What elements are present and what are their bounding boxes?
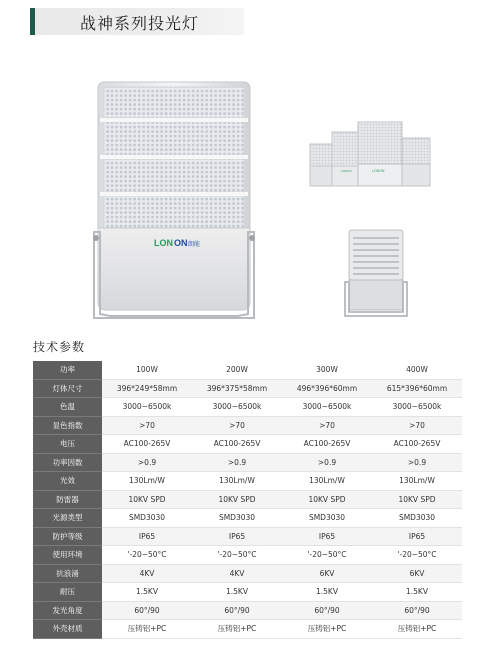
spec-value: 3000~6500k (372, 398, 462, 417)
spec-value: 1.5KV (192, 583, 282, 602)
floodlight-family-image (306, 120, 432, 198)
title-bar (30, 8, 244, 35)
spec-value: 400W (372, 361, 462, 379)
spec-label: 显色指数 (33, 416, 102, 435)
spec-value: >0.9 (372, 453, 462, 472)
spec-value: >70 (372, 416, 462, 435)
spec-row (33, 620, 462, 639)
svg-text:LON: LON (154, 238, 173, 248)
svg-text:朗能: 朗能 (188, 241, 201, 248)
spec-value: IP65 (372, 527, 462, 546)
spec-value: 100W (102, 361, 192, 379)
spec-row (33, 527, 462, 546)
spec-value: 130Lm/W (372, 472, 462, 491)
spec-label: 防雷器 (33, 490, 102, 509)
spec-value: 396*375*58mm (192, 379, 282, 398)
spec-value: 4KV (192, 564, 282, 583)
spec-value: 130Lm/W (102, 472, 192, 491)
spec-value: 10KV SPD (372, 490, 462, 509)
spec-value: SMD3030 (192, 509, 282, 528)
spec-label: 耐压 (33, 583, 102, 602)
spec-value: 130Lm/W (192, 472, 282, 491)
spec-value: 3000~6500k (102, 398, 192, 417)
spec-value: '-20~50°C (102, 546, 192, 565)
spec-value: >0.9 (282, 453, 372, 472)
spec-value: 396*249*58mm (102, 379, 192, 398)
spec-value: SMD3030 (372, 509, 462, 528)
spec-row (33, 509, 462, 528)
spec-value: 10KV SPD (282, 490, 372, 509)
svg-text:ON: ON (174, 238, 188, 248)
svg-text:LONON: LONON (372, 169, 385, 173)
floodlight-main-image (92, 80, 262, 324)
spec-value: 300W (282, 361, 372, 379)
spec-value: 6KV (282, 564, 372, 583)
spec-value: 1.5KV (282, 583, 372, 602)
spec-label: 电压 (33, 435, 102, 454)
spec-value: >70 (282, 416, 372, 435)
spec-value: 压铸铝+PC (102, 620, 192, 639)
spec-row (33, 546, 462, 565)
spec-value: 10KV SPD (192, 490, 282, 509)
spec-value: IP65 (192, 527, 282, 546)
spec-label: 色温 (33, 398, 102, 417)
spec-value: 4KV (102, 564, 192, 583)
spec-value: '-20~50°C (372, 546, 462, 565)
svg-text:LONON: LONON (341, 169, 352, 173)
spec-label: 使用环境 (33, 546, 102, 565)
spec-value: 1.5KV (102, 583, 192, 602)
spec-label: 光效 (33, 472, 102, 491)
spec-value: >0.9 (102, 453, 192, 472)
spec-value: >70 (192, 416, 282, 435)
spec-row (33, 435, 462, 454)
spec-value: '-20~50°C (192, 546, 282, 565)
spec-value: 10KV SPD (102, 490, 192, 509)
spec-value: 60°/90 (192, 601, 282, 620)
spec-value: 200W (192, 361, 282, 379)
spec-value: >0.9 (192, 453, 282, 472)
spec-value: AC100-265V (372, 435, 462, 454)
spec-value: 3000~6500k (192, 398, 282, 417)
spec-value: 60°/90 (282, 601, 372, 620)
spec-value: SMD3030 (282, 509, 372, 528)
spec-table (33, 361, 462, 639)
spec-value: SMD3030 (102, 509, 192, 528)
spec-value: 压铸铝+PC (282, 620, 372, 639)
spec-value: IP65 (282, 527, 372, 546)
spec-row (33, 583, 462, 602)
spec-row (33, 564, 462, 583)
spec-value: 130Lm/W (282, 472, 372, 491)
spec-row (33, 601, 462, 620)
spec-value: IP65 (102, 527, 192, 546)
spec-value: '-20~50°C (282, 546, 372, 565)
floodlight-back-image (343, 226, 409, 322)
spec-value: 压铸铝+PC (192, 620, 282, 639)
spec-value: 6KV (372, 564, 462, 583)
spec-label: 光源类型 (33, 509, 102, 528)
section-title-specs: 技术参数 (33, 340, 86, 354)
spec-label: 防护等级 (33, 527, 102, 546)
spec-label: 外壳材质 (33, 620, 102, 639)
title-accent-bar (30, 8, 35, 35)
spec-value: 60°/90 (372, 601, 462, 620)
page-title: 战神系列投光灯 (80, 14, 200, 33)
spec-value: AC100-265V (102, 435, 192, 454)
spec-value: 60°/90 (102, 601, 192, 620)
spec-row (33, 472, 462, 491)
spec-value: 615*396*60mm (372, 379, 462, 398)
spec-label: 抗浪涌 (33, 564, 102, 583)
spec-value: 3000~6500k (282, 398, 372, 417)
spec-value: AC100-265V (192, 435, 282, 454)
spec-value: AC100-265V (282, 435, 372, 454)
spec-row (33, 398, 462, 417)
spec-row (33, 416, 462, 435)
spec-row (33, 490, 462, 509)
spec-row (33, 379, 462, 398)
spec-value: 496*396*60mm (282, 379, 372, 398)
spec-row (33, 361, 462, 379)
spec-value: 压铸铝+PC (372, 620, 462, 639)
spec-row (33, 453, 462, 472)
spec-label: 功率 (33, 361, 102, 379)
spec-label: 发光角度 (33, 601, 102, 620)
spec-label: 功率因数 (33, 453, 102, 472)
spec-value: >70 (102, 416, 192, 435)
spec-value: 1.5KV (372, 583, 462, 602)
spec-label: 灯体尺寸 (33, 379, 102, 398)
